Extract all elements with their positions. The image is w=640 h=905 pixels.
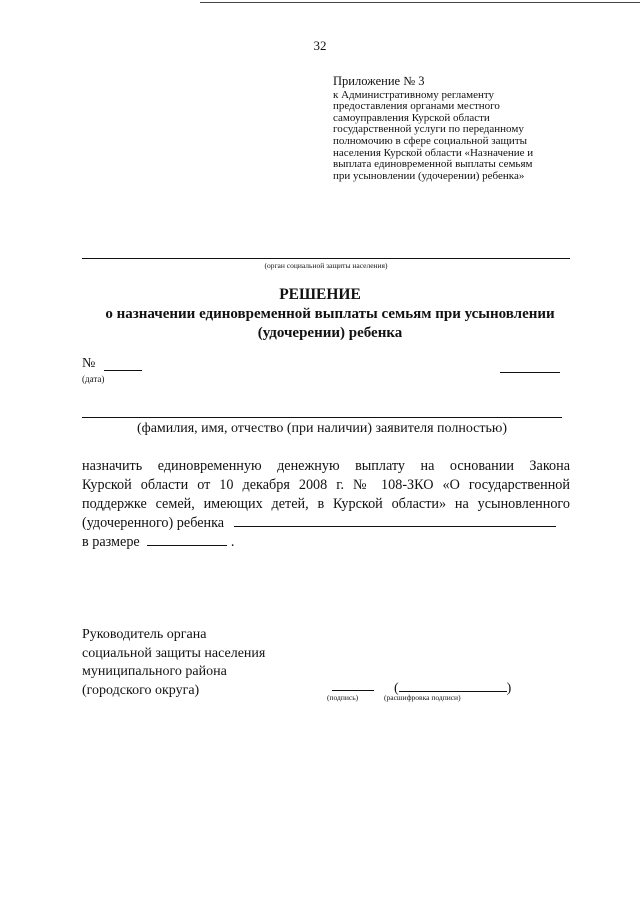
appendix-block <box>333 76 573 182</box>
signature-field[interactable] <box>332 690 374 691</box>
applicant-name-caption: (фамилия, имя, отчество (при наличии) заявителя полностью) <box>136 421 508 436</box>
decode-open-paren: ( <box>394 681 399 696</box>
signature-block <box>82 626 265 700</box>
appendix-line: государственной услуги по переданному <box>333 123 524 136</box>
org-name-field[interactable] <box>82 258 570 259</box>
appendix-line: выплата единовременной выплаты семьям <box>333 158 533 171</box>
amount-label: в размере <box>82 534 140 550</box>
signature-caption: (подпись) <box>327 693 359 702</box>
child-name-field[interactable] <box>234 514 556 527</box>
amount-period: . <box>230 534 235 550</box>
appendix-line: населения Курской области «Назначение и <box>333 146 534 159</box>
appendix-line: при усыновлении (удочерении) ребенка» <box>333 169 525 182</box>
number-field[interactable] <box>104 370 142 371</box>
document-title: РЕШЕНИЕ <box>279 286 361 303</box>
document-subtitle <box>60 305 600 343</box>
appendix-line: предоставления органами местного <box>333 100 500 113</box>
page-number: 32 <box>313 38 327 53</box>
amount-field[interactable] <box>147 533 227 546</box>
signature-line: социальной защиты населения <box>82 645 266 661</box>
applicant-name-field[interactable] <box>82 417 562 418</box>
body-line <box>82 514 570 533</box>
subtitle-line: о назначении единовременной выплаты семьям при усыновлении <box>105 306 555 322</box>
signature-decode-field[interactable] <box>399 679 507 692</box>
top-edge-rule <box>200 2 640 3</box>
signature-line: (городского округа) <box>82 682 200 698</box>
signature-line: муниципального района <box>82 664 227 679</box>
decision-body <box>82 457 570 552</box>
org-caption: (орган социальной защиты населения) <box>264 261 388 270</box>
body-line: назначить единовременную денежную выплату на основании Закона <box>82 458 570 474</box>
appendix-title: Приложение № 3 <box>333 74 425 88</box>
body-line: Курской области от 10 декабря 2008 г. № 108-ЗКО «О государственной <box>82 477 570 493</box>
appendix-line: полномочию в сфере социальной защиты <box>333 134 528 147</box>
subtitle-line: (удочерении) ребенка <box>257 325 403 341</box>
body-line: поддержке семей, имеющих детей, в Курской области» на усыновленного <box>82 496 570 512</box>
appendix-line: к Административному регламенту <box>333 88 495 101</box>
date-field[interactable] <box>500 372 560 373</box>
appendix-line: самоуправления Курской области <box>333 111 490 124</box>
date-caption: (дата) <box>82 374 105 384</box>
decode-close-paren: ) <box>506 681 512 696</box>
child-label: (удочеренного) ребенка <box>82 515 225 531</box>
signature-line: Руководитель органа <box>82 627 207 642</box>
body-line <box>82 533 570 552</box>
number-label: № <box>82 356 96 371</box>
decode-caption: (расшифровка подписи) <box>384 693 461 702</box>
